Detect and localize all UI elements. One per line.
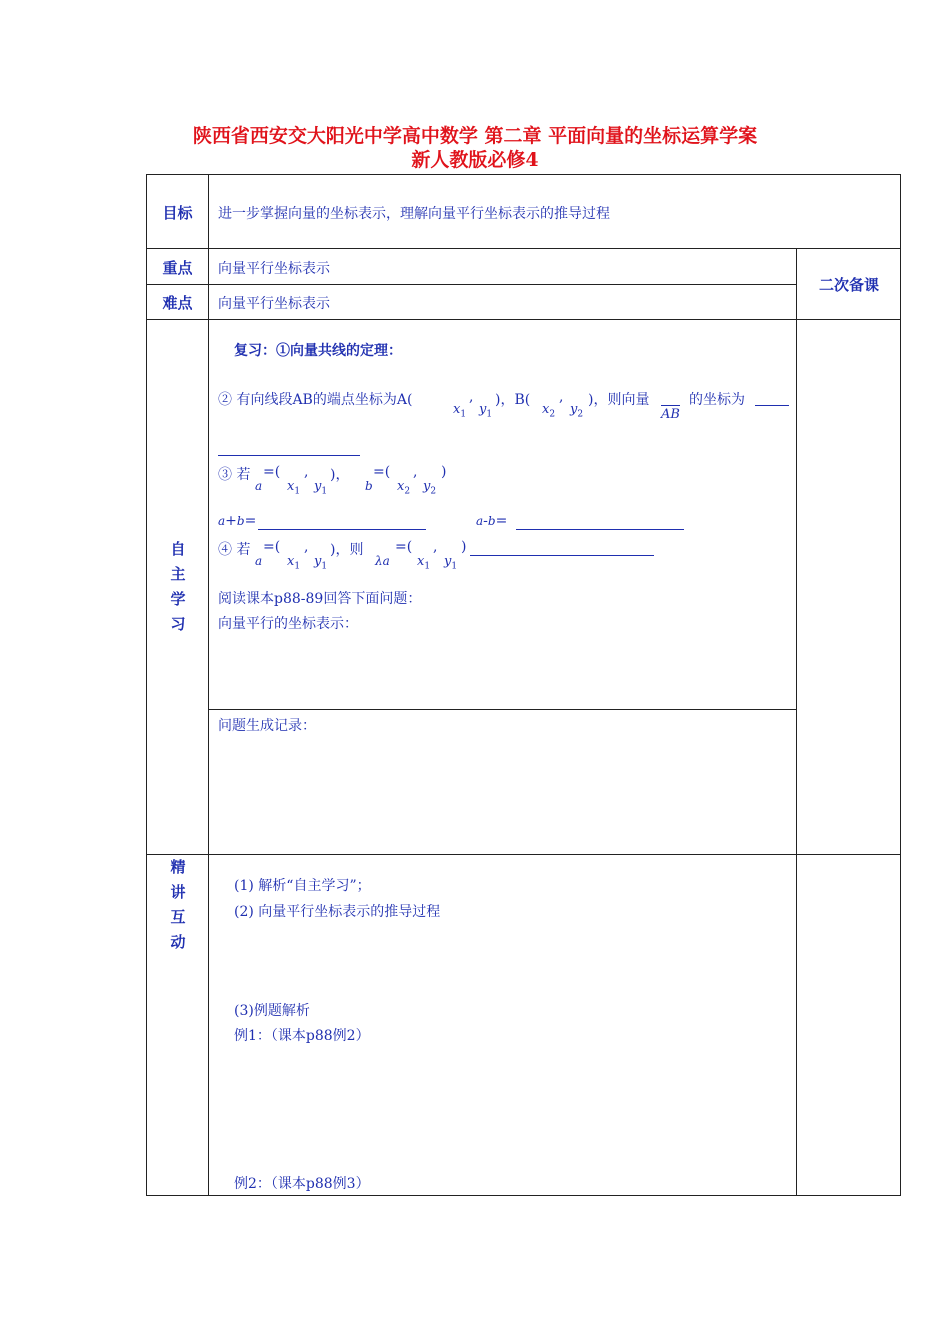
item3-vec-b: b: [365, 479, 373, 493]
item2-suffix: )，则向量: [588, 392, 650, 408]
item4-lambda-a: λa: [375, 554, 390, 568]
key-point-text: 向量平行坐标表示: [218, 261, 330, 277]
item4-mid: )，则: [330, 542, 364, 558]
item3-eq2: =(: [373, 464, 391, 480]
item4-x1b: $x_1$: [417, 554, 431, 572]
item3-y2: $y_2$: [423, 479, 437, 497]
self-study-label: 自 主 学 习: [170, 540, 186, 633]
item4-y1b: $y_1$: [444, 554, 458, 572]
item3-eq1: =(: [263, 464, 281, 480]
study-plan-table: [146, 174, 901, 1196]
question-record-prompt: 问题生成记录：: [218, 718, 316, 734]
item4-comma2: ,: [433, 539, 438, 555]
reading-instruction: 阅读课本p88-89回答下面问题：: [218, 591, 422, 607]
sum-expression: a+b=: [218, 513, 257, 529]
diff-answer-blank[interactable]: [516, 529, 684, 530]
answer-blank-ab1[interactable]: [755, 405, 789, 406]
goal-label: 目标: [162, 204, 193, 222]
item3-y1: $y_1$: [314, 479, 328, 497]
lecture-label: 精 讲 互 动: [170, 858, 186, 951]
item4-answer-blank[interactable]: [470, 555, 654, 556]
item3-comma1: ,: [304, 464, 309, 480]
sum-answer-blank[interactable]: [258, 529, 426, 530]
item3-close2: ): [441, 464, 447, 480]
item2-end: 的坐标为: [689, 392, 745, 408]
lecture-item1: (1) 解析“自主学习”；: [234, 878, 371, 894]
second-prep-label: 二次备课: [818, 276, 879, 294]
example2: 例2：（课本p88例3）: [234, 1176, 370, 1192]
item3-close1: )，: [330, 467, 350, 483]
answer-blank-ab2[interactable]: [218, 455, 360, 456]
item4-x1: $x_1$: [287, 554, 301, 572]
item2-y2: $y_2$: [570, 402, 584, 420]
difficult-point-text: 向量平行坐标表示: [218, 296, 330, 312]
item3-vec-a: a: [255, 479, 263, 493]
item4-comma1: ,: [304, 539, 309, 555]
example1: 例1：（课本p88例2）: [234, 1028, 370, 1044]
vector-ab: AB: [661, 407, 680, 422]
lecture-item2: (2) 向量平行坐标表示的推导过程: [234, 904, 441, 920]
item2-x2: $x_2$: [542, 402, 556, 420]
parallel-coordinate-prompt: 向量平行的坐标表示：: [218, 616, 358, 632]
item2-mid: )，B(: [495, 392, 531, 408]
item4-eq1: =(: [263, 539, 281, 555]
item3-x1: $x_1$: [287, 479, 301, 497]
item4-close: ): [461, 539, 467, 555]
item3-x2: $x_2$: [397, 479, 411, 497]
item4-eq2: =(: [395, 539, 413, 555]
item2-comma2: ,: [559, 389, 564, 405]
document-title-line1: 陕西省西安交大阳光中学高中数学 第二章 平面向量的坐标运算学案: [192, 125, 758, 147]
item2-y1: $y_1$: [479, 402, 493, 420]
lecture-item3: (3)例题解析: [234, 1003, 310, 1019]
item4-vec-a: a: [255, 554, 263, 568]
item3-comma2: ,: [413, 464, 418, 480]
difficult-point-label: 难点: [162, 294, 193, 312]
item2-prefix: ② 有向线段AB的端点坐标为A(: [218, 392, 413, 408]
item2-comma1: ,: [469, 389, 474, 405]
review-heading: 复习：①向量共线的定理：: [234, 343, 402, 359]
item4-y1: $y_1$: [314, 554, 328, 572]
item2-x1: $x_1$: [453, 402, 467, 420]
item3-prefix: ③ 若: [218, 467, 251, 483]
key-point-label: 重点: [162, 259, 193, 277]
document-title-line2: 新人教版必修4: [411, 149, 539, 171]
item4-prefix: ④ 若: [218, 542, 251, 558]
goal-text: 进一步掌握向量的坐标表示，理解向量平行坐标表示的推导过程: [218, 206, 610, 222]
diff-expression: a-b=: [476, 513, 508, 529]
